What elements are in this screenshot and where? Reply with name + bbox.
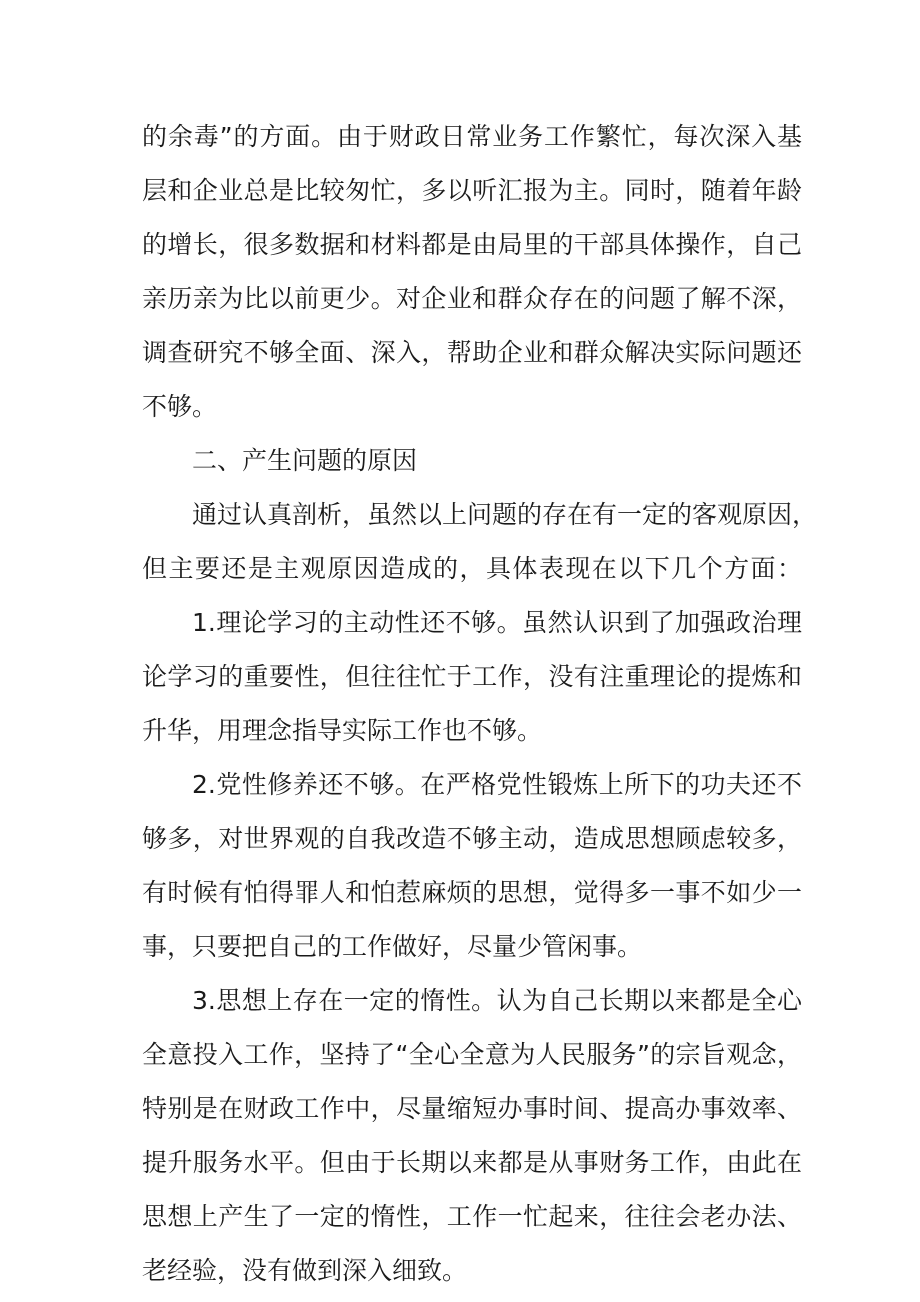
paragraph-1 (142, 110, 802, 434)
paragraph-line: 够多，对世界观的自我改造不够主动，造成思想顾虑较多， (142, 824, 802, 853)
paragraph-line: 升华，用理念指导实际工作也不够。 (142, 716, 543, 745)
paragraph-line: 事，只要把自己的工作做好，尽量少管闲事。 (142, 932, 643, 961)
paragraph-4 (142, 758, 802, 974)
paragraph-line: 通过认真剖析，虽然以上问题的存在有一定的客观原因， (192, 500, 818, 529)
paragraph-line: 不够。 (142, 392, 218, 421)
paragraph-line: 层和企业总是比较匆忙，多以听汇报为主。同时，随着年龄 (142, 176, 802, 205)
heading-text: 二、产生问题的原因 (192, 446, 418, 475)
paragraph-line: 1.理论学习的主动性还不够。虽然认识到了加强政治理 (192, 608, 802, 637)
paragraph-line: 亲历亲为比以前更少。对企业和群众存在的问题了解不深， (142, 284, 802, 313)
section-heading (142, 434, 802, 488)
paragraph-2 (142, 488, 818, 596)
paragraph-5 (142, 974, 802, 1298)
paragraph-line: 特别是在财政工作中，尽量缩短办事时间、提高办事效率、 (142, 1094, 802, 1123)
paragraph-line: 老经验，没有做到深入细致。 (142, 1256, 468, 1285)
paragraph-line: 调查研究不够全面、深入，帮助企业和群众解决实际问题还 (142, 338, 802, 367)
document-body (142, 110, 818, 1298)
paragraph-line: 但主要还是主观原因造成的，具体表现在以下几个方面： (142, 554, 802, 583)
paragraph-line: 的增长，很多数据和材料都是由局里的干部具体操作，自己 (142, 230, 802, 259)
paragraph-line: 思想上产生了一定的惰性，工作一忙起来，往往会老办法、 (142, 1202, 802, 1231)
paragraph-line: 2.党性修养还不够。在严格党性锻炼上所下的功夫还不 (192, 770, 802, 799)
paragraph-line: 提升服务水平。但由于长期以来都是从事财务工作，由此在 (142, 1148, 802, 1177)
paragraph-line: 的余毒”的方面。由于财政日常业务工作繁忙，每次深入基 (142, 122, 802, 151)
paragraph-line: 3.思想上存在一定的惰性。认为自己长期以来都是全心 (192, 986, 802, 1015)
paragraph-3 (142, 596, 802, 758)
paragraph-line: 论学习的重要性，但往往忙于工作，没有注重理论的提炼和 (142, 662, 802, 691)
paragraph-line: 全意投入工作，坚持了“全心全意为人民服务”的宗旨观念， (142, 1040, 802, 1069)
paragraph-line: 有时候有怕得罪人和怕惹麻烦的思想，觉得多一事不如少一 (142, 878, 802, 907)
